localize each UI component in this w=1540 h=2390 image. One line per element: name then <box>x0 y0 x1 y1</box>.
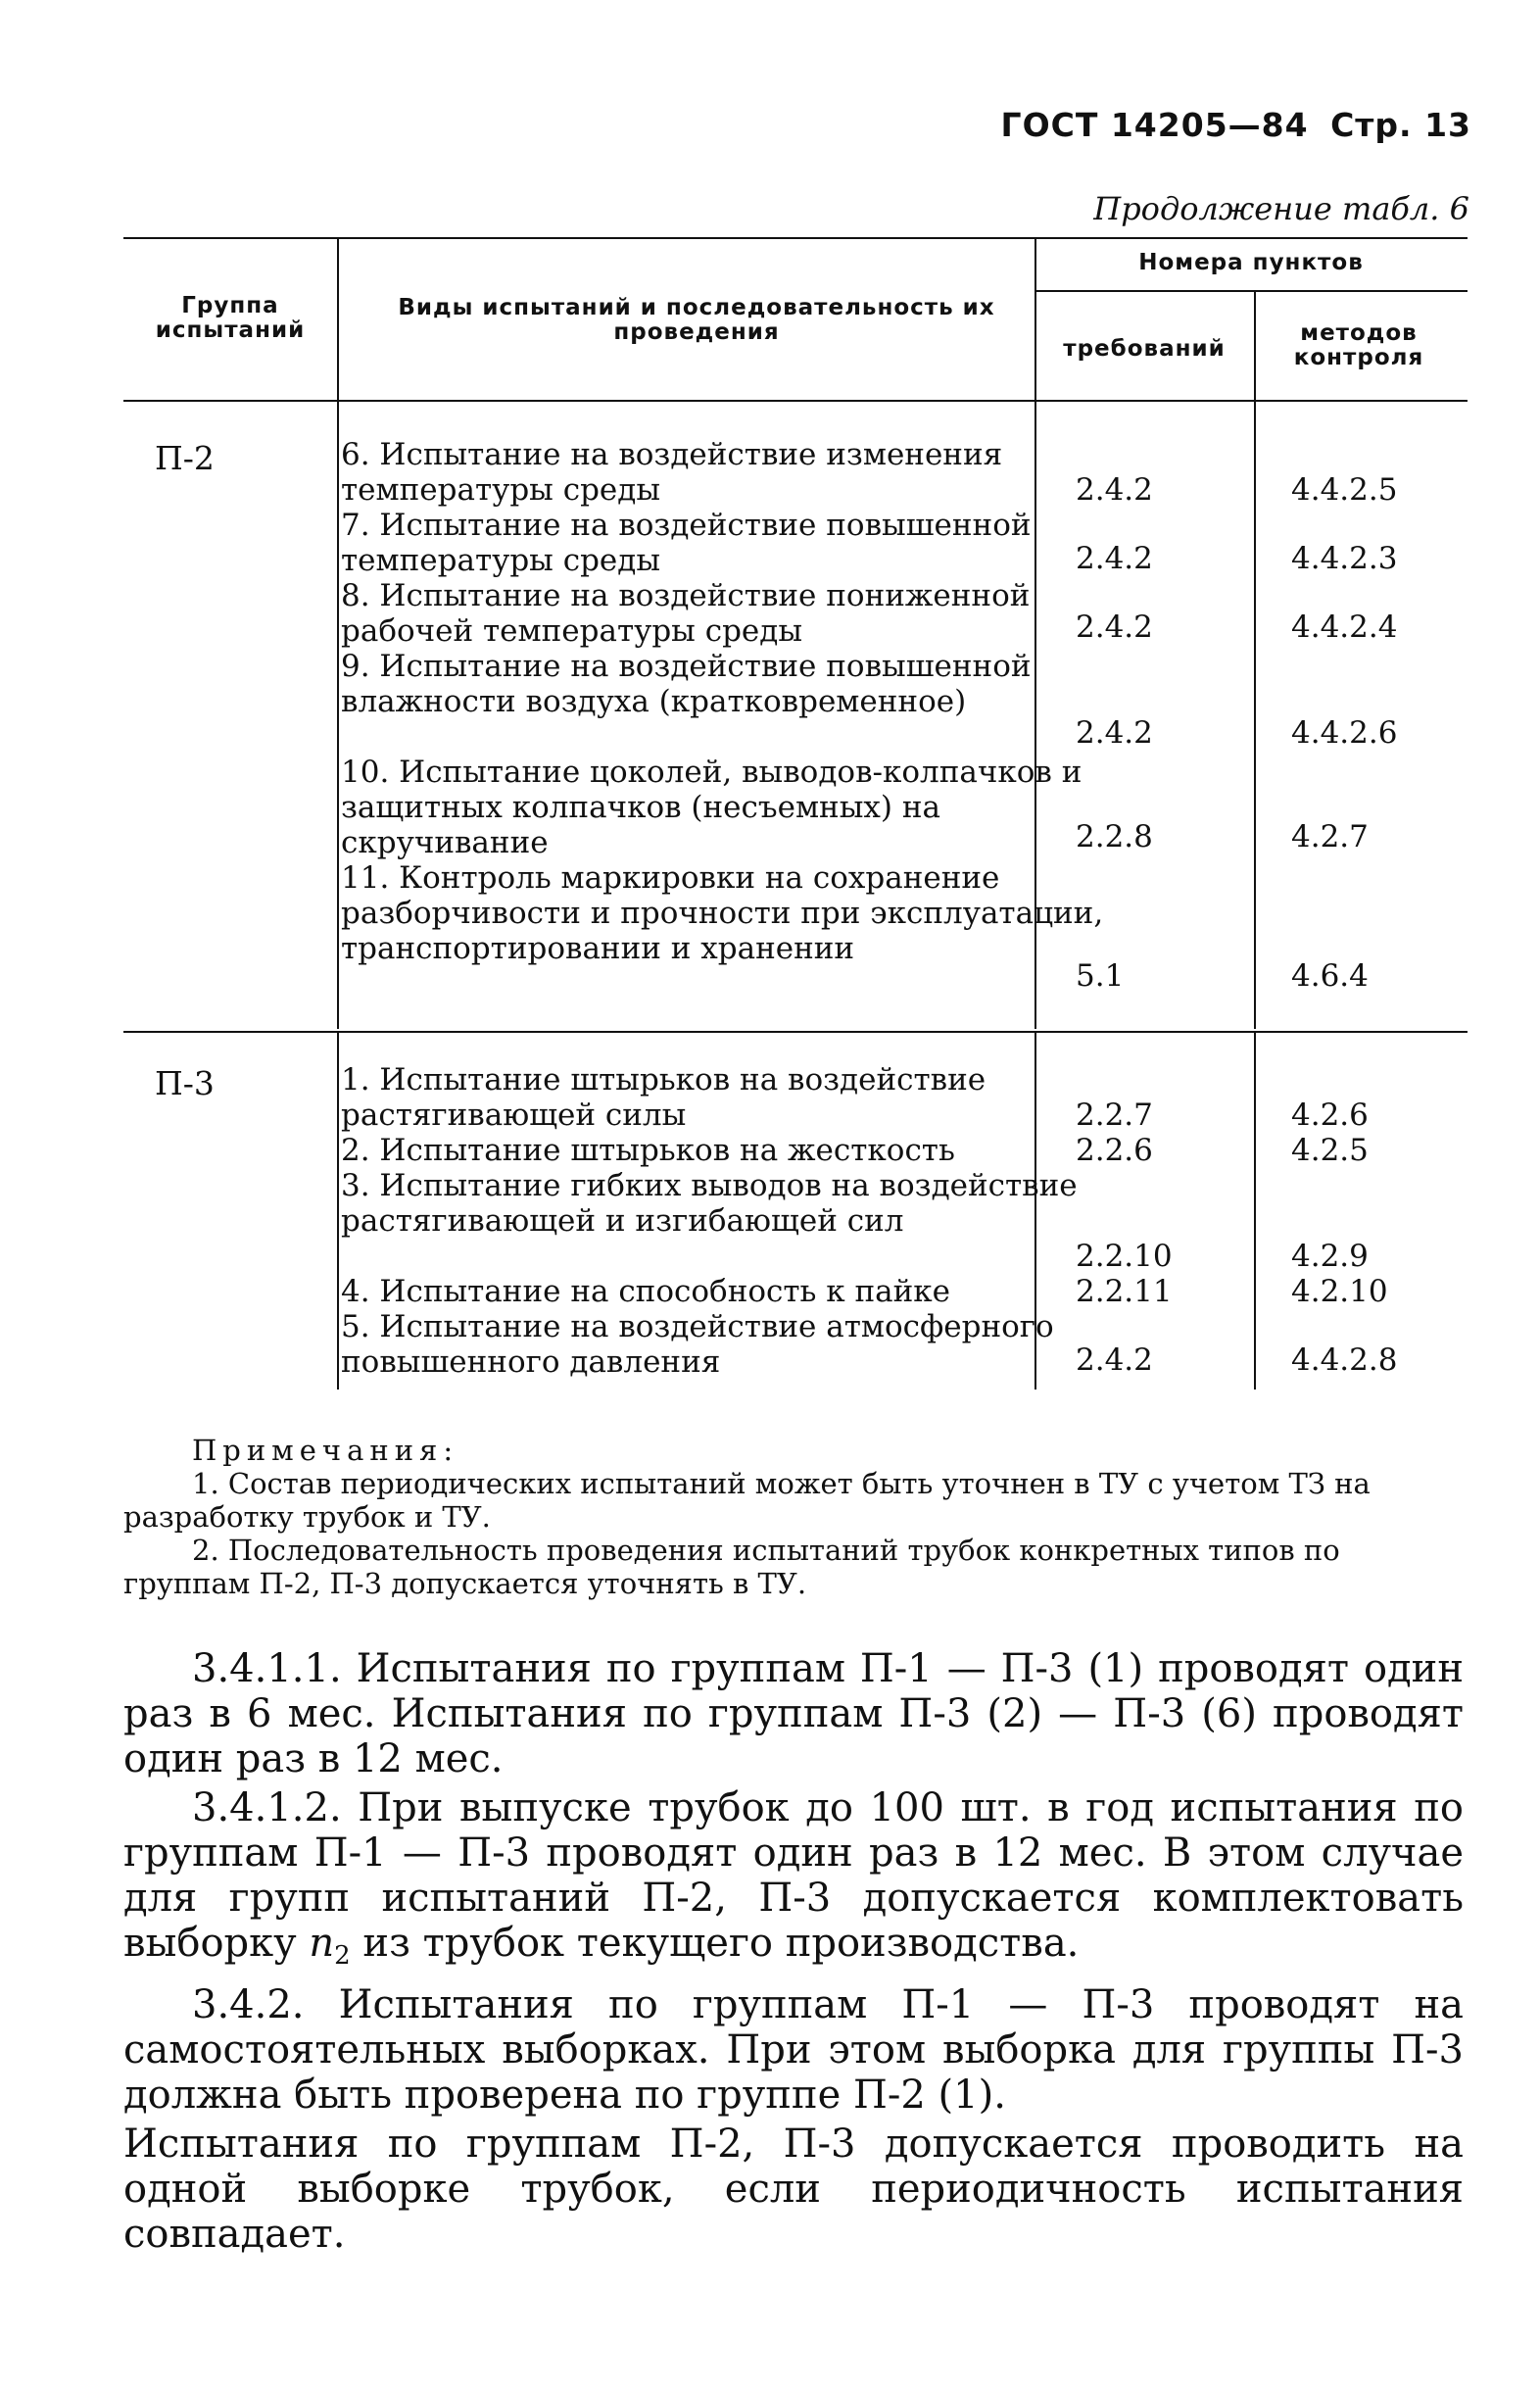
test-description: 11. Контроль маркировки на сохранение разборчивости и прочности при эксплуатации, транспортировании и хранении <box>341 860 1104 966</box>
group-label: П-3 <box>155 1064 215 1102</box>
header-group: Группа испытаний <box>155 293 306 343</box>
requirement-number: 2.4.2 <box>1076 1342 1153 1378</box>
requirement-number: 2.2.10 <box>1076 1239 1173 1274</box>
group-label: П-2 <box>155 439 215 477</box>
requirement-number: 5.1 <box>1076 958 1125 994</box>
paragraph-text-end: из трубок текущего производства. <box>362 1921 1080 1966</box>
test-description-block <box>341 437 1148 1001</box>
table-header-rule <box>123 400 1468 402</box>
method-number: 4.4.2.8 <box>1291 1342 1398 1378</box>
requirement-number: 2.2.7 <box>1076 1097 1153 1133</box>
requirement-number: 2.4.2 <box>1076 715 1153 751</box>
method-number: 4.2.7 <box>1291 819 1369 854</box>
method-number: 4.4.2.5 <box>1291 472 1398 508</box>
method-number: 4.2.6 <box>1291 1097 1369 1133</box>
col-divider-1 <box>337 237 339 1029</box>
requirement-number: 2.4.2 <box>1076 541 1153 576</box>
body-text <box>123 1646 1464 2261</box>
method-number: 4.2.10 <box>1291 1274 1388 1309</box>
header-points: Номера пунктов <box>1138 250 1364 275</box>
note-item: 2. Последовательность проведения испытаний трубок конкретных типов по группам П-2, П-3 допускается уточнять в ТУ. <box>123 1534 1340 1600</box>
page-header <box>991 106 1471 144</box>
test-description: 8. Испытание на воздействие пониженной рабочей температуры среды <box>341 578 1031 649</box>
method-number: 4.4.2.3 <box>1291 541 1398 576</box>
paragraph-3-4-1-1: 3.4.1.1. Испытания по группам П-1 — П-3 (1) проводят один раз в 6 мес. Испытания по группам П-3 (2) — П-3 (6) проводят один раз в 12 мес. <box>123 1646 1464 1781</box>
test-description: 2. Испытание штырьков на жесткость <box>341 1133 955 1168</box>
sample-variable: n <box>309 1921 335 1966</box>
requirement-number: 2.4.2 <box>1076 472 1153 508</box>
method-number: 4.6.4 <box>1291 958 1369 994</box>
standard-number: ГОСТ 14205—84 <box>1000 106 1309 144</box>
header-methods: методов контроля <box>1293 320 1424 370</box>
page-number: Стр. 13 <box>1330 106 1471 144</box>
notes-section <box>123 1434 1466 1600</box>
requirement-number: 2.2.11 <box>1076 1274 1173 1309</box>
method-number: 4.4.2.6 <box>1291 715 1398 751</box>
test-description: 7. Испытание на воздействие повышенной температуры среды <box>341 508 1032 578</box>
requirement-number: 2.4.2 <box>1076 610 1153 645</box>
paragraph-3-4-1-2 <box>123 1785 1464 1978</box>
test-description: 3. Испытание гибких выводов на воздействие растягивающей и изгибающей сил <box>341 1168 1078 1239</box>
method-number: 4.2.9 <box>1291 1239 1369 1274</box>
paragraph-3-4-2: 3.4.2. Испытания по группам П-1 — П-3 проводят на самостоятельных выборках. При этом выборка для группы П-3 должна быть проверена по группе П-2 (1). <box>123 1982 1464 2118</box>
group-separator-rule <box>123 1031 1468 1033</box>
paragraph-closing: Испытания по группам П-2, П-3 допускается проводить на одной выборке трубок, если периодичность испытания совпадает. <box>123 2122 1464 2257</box>
notes-title: Примечания: <box>192 1434 459 1467</box>
method-number: 4.4.2.4 <box>1291 610 1398 645</box>
test-description: 10. Испытание цоколей, выводов-колпачков и защитных колпачков (несъемных) на скручивание <box>341 755 1083 860</box>
test-description: 6. Испытание на воздействие изменения температуры среды <box>341 437 1003 508</box>
note-item: 1. Состав периодических испытаний может быть уточнен в ТУ с учетом ТЗ на разработку трубок и ТУ. <box>123 1467 1371 1534</box>
test-description: 1. Испытание штырьков на воздействие растягивающей силы <box>341 1062 987 1133</box>
method-number: 4.2.5 <box>1291 1133 1369 1168</box>
test-description: 5. Испытание на воздействие атмосферного повышенного давления <box>341 1309 1054 1380</box>
points-subheader-rule <box>1035 290 1468 292</box>
col-divider-3 <box>1254 290 1256 1029</box>
tests-table <box>123 237 1468 1390</box>
test-description: 4. Испытание на способность к пайке <box>341 1274 951 1309</box>
test-description-block <box>341 1062 1148 1380</box>
header-tests: Виды испытаний и последовательность их проведения <box>398 295 995 345</box>
test-description: 9. Испытание на воздействие повышенной влажности воздуха (кратковременное) <box>341 649 1032 719</box>
col-divider-3b <box>1254 1033 1256 1390</box>
col-divider-1b <box>337 1033 339 1390</box>
paragraph-text: 3.4.1.2. При выпуске трубок до 100 шт. в год испытания по группам П-1 — П-3 проводят один раз в 12 мес. В этом случае для групп испытаний П-2, П-3 допускается комплектовать выборку <box>123 1785 1464 1966</box>
requirement-number: 2.2.8 <box>1076 819 1153 854</box>
header-requirements: требований <box>1063 336 1226 362</box>
requirement-number: 2.2.6 <box>1076 1133 1153 1168</box>
table-top-rule <box>123 237 1468 239</box>
table-continuation-label: Продолжение табл. 6 <box>1093 190 1469 227</box>
sample-subscript: 2 <box>334 1941 351 1971</box>
